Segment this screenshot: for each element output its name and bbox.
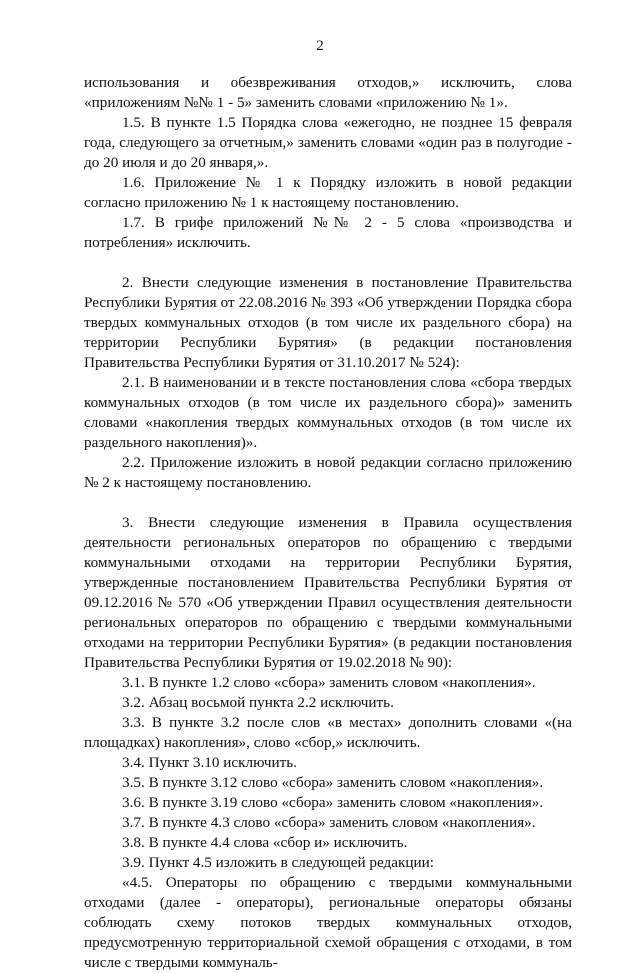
paragraph: 1.7. В грифе приложений №№ 2 - 5 слова «производства и потребления» исключить.: [84, 214, 572, 251]
paragraph: 1.6. Приложение № 1 к Порядку изложить в новой редакции согласно приложению № 1 к настоящему постановлению.: [84, 174, 572, 211]
paragraph: «4.5. Операторы по обращению с твердыми коммунальными отходами (далее - операторы), региональные операторы обязаны соблюдать схему потоков твердых коммунальных отходов, предусмотренную территориальной схемой обращения с отходами, в том числе с твердыми коммуналь-: [84, 874, 572, 971]
paragraph: 3.5. В пункте 3.12 слово «сбора» заменить словом «накопления».: [122, 774, 544, 791]
paragraph: 3.3. В пункте 3.2 после слов «в местах» дополнить словами «(на площадках) накопления», слово «сбор,» исключить.: [84, 714, 572, 751]
paragraph: 3.2. Абзац восьмой пункта 2.2 исключить.: [122, 694, 394, 711]
paragraph: 2. Внести следующие изменения в постановление Правительства Республики Бурятия от 22.08.2016 № 393 «Об утверждении Порядка сбора твердых коммунальных отходов (в том числе их раздельного сбора) на территории Республики Бурятия» (в редакции постановления Правительства Республики Бурятия от 31.10.2017 № 524):: [84, 274, 572, 371]
paragraph: 3.6. В пункте 3.19 слово «сбора» заменить словом «накопления».: [122, 794, 544, 811]
paragraph: использования и обезвреживания отходов,» исключить, слова «приложениям №№ 1 - 5» заменить словами «приложению № 1».: [84, 74, 572, 111]
paragraph: 3.9. Пункт 4.5 изложить в следующей редакции:: [122, 854, 435, 871]
paragraph: 2.2. Приложение изложить в новой редакции согласно приложению № 2 к настоящему постановлению.: [84, 454, 572, 491]
paragraph: 2.1. В наименовании и в тексте постановления слова «сбора твердых коммунальных отходов (в том числе их раздельного сбора)» заменить словами «накопления твердых коммунальных отходов (в том числе их раздельного накопления)».: [84, 374, 572, 451]
paragraph: 3.4. Пункт 3.10 исключить.: [122, 754, 297, 771]
document-body: [84, 73, 572, 973]
paragraph: 1.5. В пункте 1.5 Порядка слова «ежегодно, не позднее 15 февраля года, следующего за отчетным,» заменить словами «один раз в полугодие - до 20 июля и до 20 января,».: [84, 114, 572, 171]
paragraph: 3.7. В пункте 4.3 слово «сбора» заменить словом «накопления».: [122, 814, 536, 831]
paragraph: 3. Внести следующие изменения в Правила осуществления деятельности региональных операторов по обращению с твердыми коммунальными отходами на территории Республики Бурятия, утвержденные постановлением Правительства Республики Бурятия от 09.12.2016 № 570 «Об утверждении Правил осуществления деятельности региональных операторов по обращению с твердыми коммунальными отходами на территории Республики Бурятия» (в редакции постановления Правительства Республики Бурятия от 19.02.2018 № 90):: [84, 514, 572, 671]
paragraph: 3.8. В пункте 4.4 слова «сбор и» исключить.: [122, 834, 408, 851]
page-number: 2: [316, 38, 324, 54]
paragraph: 3.1. В пункте 1.2 слово «сбора» заменить словом «накопления».: [122, 674, 536, 691]
